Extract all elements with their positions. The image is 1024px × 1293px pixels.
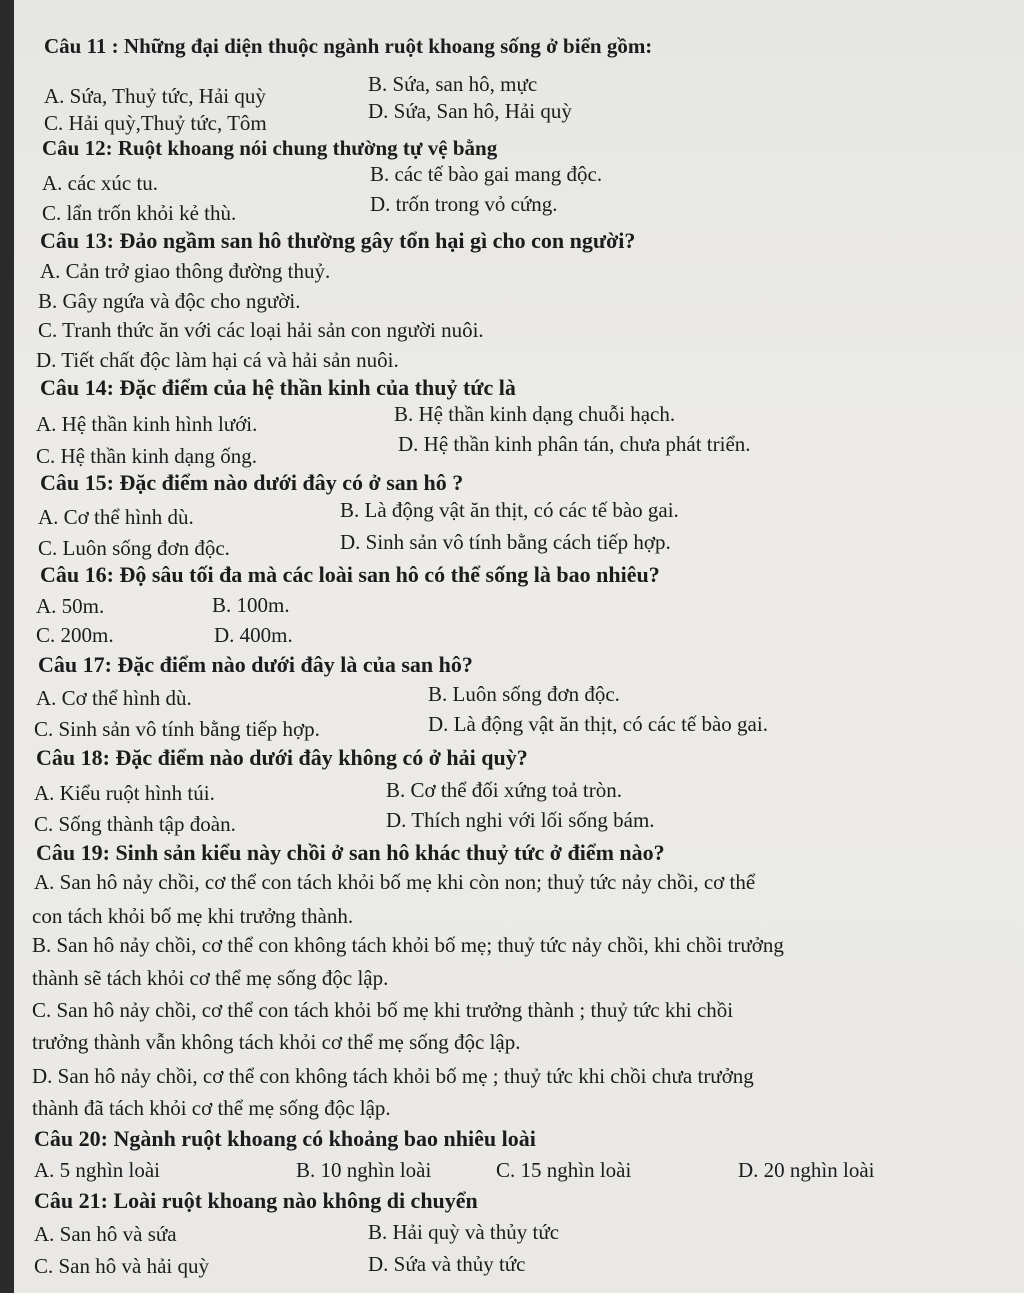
option-a: A. 50m. (36, 594, 105, 618)
question-title: Câu 11 : Những đại diện thuộc ngành ruột khoang sống ở biển gồm: (44, 34, 653, 58)
option-c: C. San hô và hải quỳ (34, 1254, 209, 1278)
question-title: Câu 14: Đặc điểm của hệ thần kinh của thuỷ tức là (40, 375, 516, 400)
option-a: A. Cơ thể hình dù. (38, 505, 194, 529)
question-title: Câu 12: Ruột khoang nói chung thường tự vệ bằng (42, 136, 498, 160)
option-b: B. Luôn sống đơn độc. (428, 682, 620, 706)
option-b: B. Cơ thể đối xứng toả tròn. (386, 778, 622, 802)
option-d: D. Là động vật ăn thịt, có các tế bào gai. (428, 712, 768, 736)
option-a: A. Cơ thể hình dù. (36, 686, 192, 710)
option-c: C. Hệ thần kinh dạng ống. (36, 444, 258, 468)
option-c-line-1: C. San hô nảy chồi, cơ thể con tách khỏi bố mẹ khi trưởng thành ; thuỷ tức khi chồi (32, 998, 734, 1022)
option-d: D. Sứa và thủy tức (368, 1252, 526, 1276)
question-title: Câu 19: Sinh sản kiểu này chồi ở san hô khác thuỷ tức ở điểm nào? (36, 840, 665, 865)
option-a-line-1: A. San hô nảy chồi, cơ thể con tách khỏi bố mẹ khi còn non; thuỷ tức nảy chồi, cơ thể (34, 870, 756, 894)
option-d: D. Tiết chất độc làm hại cá và hải sản nuôi. (36, 348, 399, 372)
option-a: A. Sứa, Thuỷ tức, Hải quỳ (44, 84, 266, 108)
option-b-line-1: B. San hô nảy chồi, cơ thể con không tách khỏi bố mẹ; thuỷ tức nảy chồi, khi chồi trưởng (32, 933, 784, 957)
option-c: C. Luôn sống đơn độc. (38, 536, 230, 560)
option-a: A. San hô và sứa (34, 1222, 177, 1246)
question-title: Câu 16: Độ sâu tối đa mà các loài san hô có thể sống là bao nhiêu? (40, 562, 660, 587)
option-d-line-2: thành đã tách khỏi cơ thể mẹ sống độc lập. (32, 1096, 391, 1120)
option-c: C. 15 nghìn loài (496, 1158, 632, 1182)
option-a-line-2: con tách khỏi bố mẹ khi trưởng thành. (32, 904, 354, 928)
option-d: D. 400m. (214, 623, 293, 647)
option-b: B. Sứa, san hô, mực (368, 72, 538, 96)
option-c: C. Sống thành tập đoàn. (34, 812, 236, 836)
option-c: C. 200m. (36, 623, 114, 647)
option-d: D. 20 nghìn loài (738, 1158, 875, 1182)
question-title: Câu 21: Loài ruột khoang nào không di chuyển (34, 1188, 478, 1213)
option-d: D. Hệ thần kinh phân tán, chưa phát triển. (398, 432, 751, 456)
option-b: B. 100m. (212, 593, 290, 617)
question-title: Câu 18: Đặc điểm nào dưới đây không có ở hải quỳ? (36, 745, 528, 770)
option-b: B. Hệ thần kinh dạng chuỗi hạch. (394, 402, 676, 426)
question-title: Câu 17: Đặc điểm nào dưới đây là của san hô? (38, 652, 473, 677)
option-a: A. Cản trở giao thông đường thuỷ. (40, 259, 331, 283)
option-d-line-1: D. San hô nảy chồi, cơ thể con không tách khỏi bố mẹ ; thuỷ tức khi chồi chưa trưởng (32, 1064, 754, 1088)
option-c-line-2: trưởng thành vẫn không tách khỏi cơ thể mẹ sống độc lập. (32, 1030, 521, 1054)
option-c: C. lẩn trốn khỏi kẻ thù. (42, 201, 237, 225)
option-b: B. 10 nghìn loài (296, 1158, 432, 1182)
option-c: C. Sinh sản vô tính bằng tiếp hợp. (34, 717, 320, 741)
option-a: A. Hệ thần kinh hình lưới. (36, 412, 258, 436)
option-c: C. Hải quỳ,Thuỷ tức, Tôm (44, 111, 267, 135)
option-d: D. Thích nghi với lối sống bám. (386, 808, 655, 832)
question-title: Câu 20: Ngành ruột khoang có khoảng bao nhiêu loài (34, 1126, 536, 1151)
question-title: Câu 15: Đặc điểm nào dưới đây có ở san hô ? (40, 470, 464, 495)
option-d: D. Sinh sản vô tính bằng cách tiếp hợp. (340, 530, 671, 554)
option-a: A. 5 nghìn loài (34, 1158, 160, 1182)
option-b: B. Là động vật ăn thịt, có các tế bào gai. (340, 498, 679, 522)
option-b: B. các tế bào gai mang độc. (370, 162, 603, 186)
option-c: C. Tranh thức ăn với các loại hải sản con người nuôi. (38, 318, 484, 342)
option-d: D. Sứa, San hô, Hải quỳ (368, 99, 572, 123)
option-a: A. Kiểu ruột hình túi. (34, 781, 215, 805)
option-b: B. Hải quỳ và thủy tức (368, 1220, 560, 1244)
option-d: D. trốn trong vỏ cứng. (370, 192, 558, 216)
question-title: Câu 13: Đảo ngầm san hô thường gây tổn hại gì cho con người? (40, 228, 636, 253)
option-a: A. các xúc tu. (42, 171, 159, 195)
option-b-line-2: thành sẽ tách khỏi cơ thể mẹ sống độc lập. (32, 966, 389, 990)
option-b: B. Gây ngứa và độc cho người. (38, 289, 301, 313)
